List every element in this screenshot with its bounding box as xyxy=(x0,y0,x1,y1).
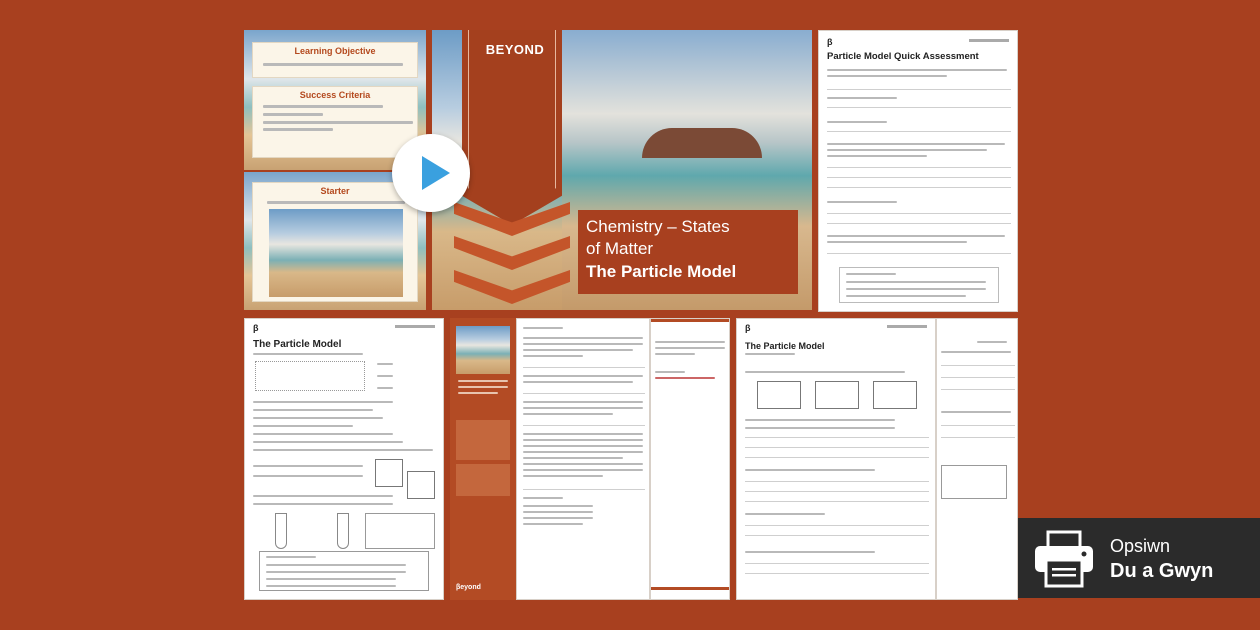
header-rule xyxy=(969,39,1009,42)
worksheet-right-back[interactable] xyxy=(936,318,1018,600)
state-box-solid xyxy=(757,381,801,409)
volcano-shape xyxy=(642,128,762,158)
play-icon xyxy=(392,134,470,212)
worksheet-right[interactable] xyxy=(736,318,936,600)
beyond-logo: BEYOND xyxy=(485,42,545,57)
learning-objective-box xyxy=(252,42,418,78)
beyond-mini-logo-2: β xyxy=(253,323,259,333)
chevron-3 xyxy=(454,270,570,304)
booklet-logo: βeyond xyxy=(456,584,481,591)
booklet-page-2[interactable] xyxy=(650,318,730,600)
test-tube-1 xyxy=(275,513,287,549)
play-button[interactable] xyxy=(392,134,470,212)
worksheet-right-title: The Particle Model xyxy=(745,341,825,351)
cover-title-line1: Chemistry – States xyxy=(586,217,730,236)
cover-panel xyxy=(432,30,812,310)
cover-title-line2: of Matter xyxy=(586,239,654,258)
state-box-gas xyxy=(873,381,917,409)
booklet-section-2 xyxy=(456,464,510,496)
success-criteria-title: Success Criteria xyxy=(299,90,371,100)
test-tube-2 xyxy=(337,513,349,549)
black-white-option-badge[interactable] xyxy=(1018,518,1260,598)
chevron-2 xyxy=(454,236,570,270)
badge-line1: Opsiwn xyxy=(1110,536,1171,556)
booklet-cover[interactable] xyxy=(450,318,516,600)
particle-diagrams xyxy=(255,361,365,391)
booklet-page-1[interactable] xyxy=(516,318,650,600)
state-box-liquid xyxy=(815,381,859,409)
challenge-box xyxy=(365,513,435,549)
cover-title-box xyxy=(578,210,798,294)
learning-objective-title: Learning Objective xyxy=(294,46,376,56)
badge-line2: Du a Gwyn xyxy=(1110,560,1214,582)
worksheet-left[interactable] xyxy=(244,318,444,600)
worksheet-left-title: The Particle Model xyxy=(253,339,342,350)
particle-box-2 xyxy=(407,471,435,499)
printer-icon xyxy=(1032,530,1096,588)
starter-title: Starter xyxy=(320,186,350,196)
starter-beach-image xyxy=(269,209,403,297)
cover-title-line3: The Particle Model xyxy=(586,262,737,281)
assessment-sheet[interactable] xyxy=(818,30,1018,312)
learning-objectives-box xyxy=(259,551,429,591)
cover-ribbon-outline xyxy=(468,30,556,216)
beyond-mini-logo: β xyxy=(827,37,833,47)
assessment-objectives-box xyxy=(839,267,999,303)
assessment-title: Particle Model Quick Assessment xyxy=(827,51,979,62)
booklet-section-1 xyxy=(456,420,510,460)
particle-box-1 xyxy=(375,459,403,487)
beyond-mini-logo-3: β xyxy=(745,323,751,333)
booklet-cover-image xyxy=(456,326,510,374)
